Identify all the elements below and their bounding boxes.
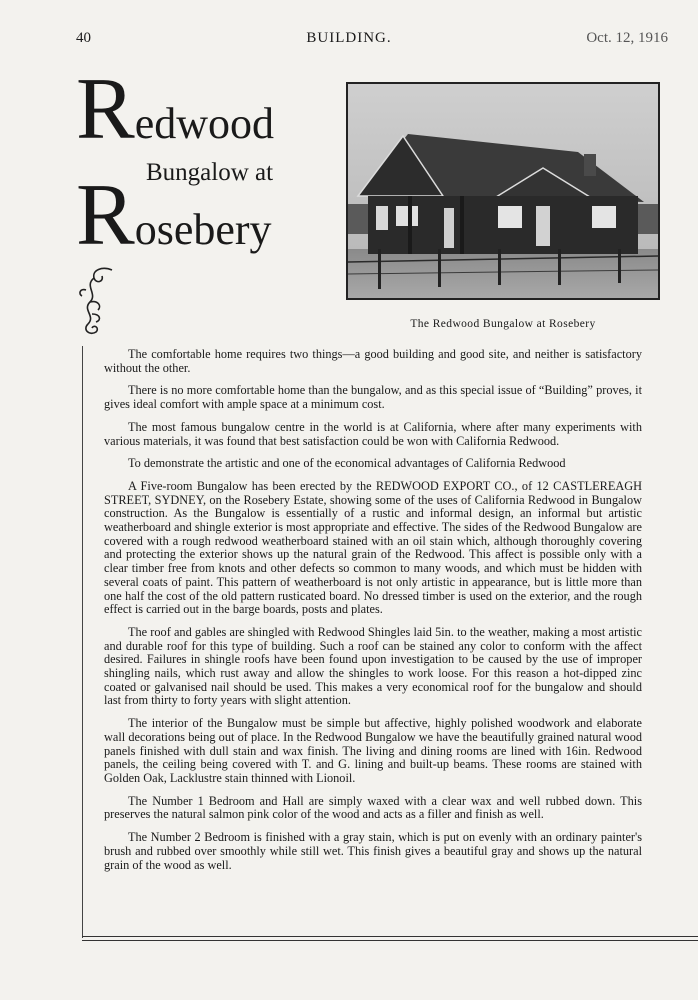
bottom-rule-double [82, 940, 698, 941]
title-subtitle: Bungalow at [146, 159, 274, 186]
scroll-ornament-icon [72, 264, 120, 340]
paragraph: The most famous bungalow centre in the world is at California, where after many experiments with various materials, it was found that best satisfaction could be won with California Redwood. [104, 419, 642, 448]
paragraph: To demonstrate the artistic and one of the economical advantages of California Redwood [128, 456, 566, 471]
paragraph: The comfortable home requires two things—a good building and good site, and neither is satisfactory without the other. [104, 347, 642, 375]
paragraph: The Number 2 Bedroom is finished with a gray stain, which is put on evenly with an ordinary painter's brush and rubbed over smoothly while still wet. This finish gives a beautiful gray and shows up the natural grain of the wood as well. [104, 830, 642, 872]
paragraph: The roof and gables are shingled with Redwood Shingles laid 5in. to the weather, making a most artistic and durable roof for this type of building. Such a roof can be stained any color to conform with the affect desired. Failures in shingle roofs have been found upon investigation to be caused by the use of improper shingling nails, which rust away and allow the shingles to work loose. For this reason a hot-dipped zinc coated or galvanised nail should be used. This makes a very economical roof for the bungalow and should last from thirty to forty years with slight attention. [104, 624, 642, 708]
page-number: 40 [76, 30, 91, 46]
paragraph: The Number 1 Bedroom and Hall are simply waxed with a clear wax and well rubbed down. This preserves the natural salmon pink color of the wood and acts as a filler and finish as well. [104, 793, 642, 822]
article-body [104, 348, 642, 881]
issue-date: Oct. 12, 1916 [586, 30, 668, 46]
paragraph: There is no more comfortable home than the bungalow, and as this special issue of “Building” proves, it gives ideal comfort with ample space at a minimum cost. [104, 383, 642, 412]
title-initial-r-2: R [76, 167, 135, 264]
paragraph: A Five-room Bungalow has been erected by the REDWOOD EXPORT CO., of 12 CASTLEREAGH STREET, SYDNEY, on the Rosebery Estate, showing some of the uses of California Redwood in Bungalow construction. As the Bungalow is essentially of a rustic and informal design, an informal but artistic weatherboard and shingle exterior is most appropriate and effective. The sides of the Redwood Bungalow are covered with a rough redwood weatherboard stained with an oil stain which, although thoroughly covering and protecting the exterior shows up the natural grain of the Redwood. This affect is possible only with a clear timber free from knots and other defects so common to many woods, and which must be hidden with several coats of paint. This pattern of weatherboard is not only artistic in appearance, but is little more than one half the cost of the old pattern rusticated board. No dressed timber is used on the exterior, and the rough effect is carried out in the barge boards, posts and plates. [104, 478, 642, 617]
photo-caption: The Redwood Bungalow at Rosebery [410, 318, 596, 330]
title-word-redwood: edwood [134, 99, 275, 148]
paragraph: The interior of the Bungalow must be simple but affective, highly polished woodwork and elaborate wall decorations being out of place. In the Redwood Bungalow we have the beautifully grained natural wood panels finished with dull stain and wax finish. The living and dining rooms are lined with 16in. Redwood panels, the ceiling being covered with T. and G. lining and built-up beams. These rooms are stained with Golden Oak, Lacklustre stain thinned with Lionoil. [104, 716, 642, 785]
publication-name: BUILDING. [306, 30, 392, 46]
bottom-rule [82, 936, 698, 937]
title-word-rosebery: osebery [134, 205, 272, 254]
title-initial-r: R [76, 61, 135, 158]
left-margin-rule [82, 346, 83, 938]
bungalow-photo [346, 82, 660, 300]
